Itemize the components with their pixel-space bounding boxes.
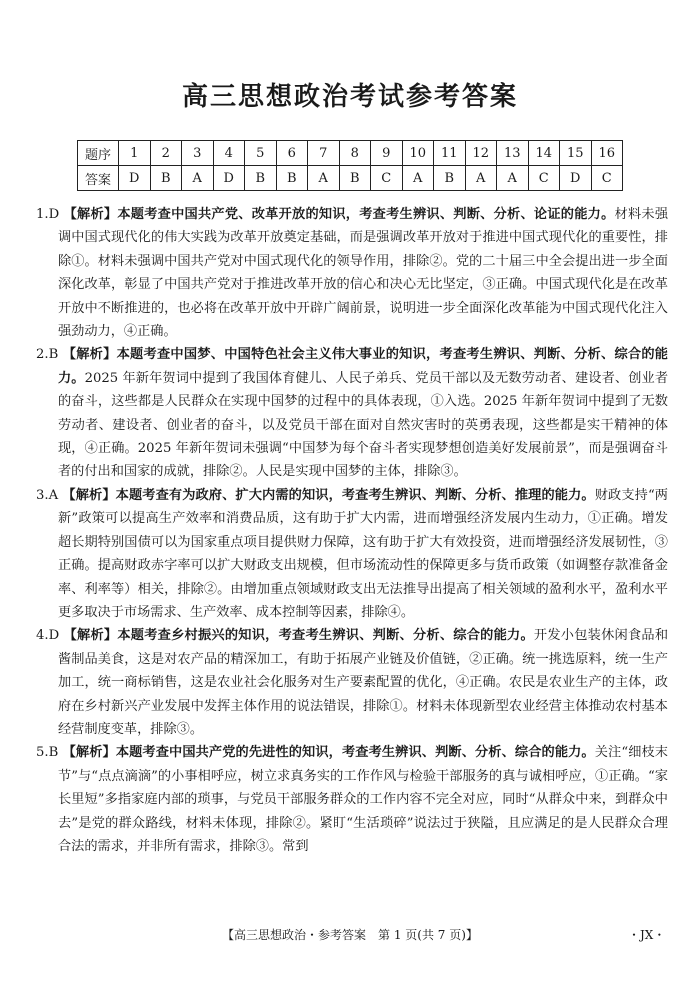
question-number-cell: 11 [434,141,466,166]
answer-cell: A [402,166,434,191]
item-number: 3.A [36,487,59,503]
item-body: 材料未强调中国式现代化的伟大实践为改革开放奠定基础，而是强调改革开放对于推进中国式现代化的重要性，排除①。材料未强调中国共产党对中国式现代化的领导作用，排除②。党的二十届三中全会提出进一步全面深化改革，彰显了中国共产党对于推进改革开放的信心和决心无比坚定，③正确。中国式现代化是在改革开放中不断推进的，也必将在改革开放中开辟广阔前景，说明进一步全面深化改革能为中国式现代化注入强劲动力，④正确。 [58,207,669,340]
question-number-cell: 9 [371,141,403,166]
answer-cell: D [560,166,592,191]
analysis-tag: 【解析】 [63,628,118,644]
question-number-cell: 8 [339,141,371,166]
answer-row [78,166,623,191]
item-number: 5.B [36,745,59,761]
item-body: 开发小包装休闲食品和酱制品美食，这是对农产品的精深加工，有助于拓展产业链及价值链，②正确。统一挑选原料，统一生产加工，统一商标销售，这是农业社会化服务对生产要素配置的优化，④正确。农民是农业生产的主体，政府在乡村新兴产业发展中发挥主体作用的说法错误，排除①。材料未体现新型农业经营主体推动农村基本经营制度变革，排除③。 [58,628,669,737]
question-number-cell: 12 [465,141,497,166]
analysis-tag: 【解析】 [62,347,117,363]
question-number-cell: 6 [276,141,308,166]
answer-cell: C [591,166,623,191]
item-number: 4.D [36,628,60,644]
question-number-cell: 13 [497,141,529,166]
question-number-cell: 16 [591,141,623,166]
analysis-tag: 【解析】 [62,745,116,761]
question-number-cell: 1 [119,141,151,166]
item-lead: 本题考查中国共产党的先进性的知识，考查考生辨识、判断、分析、综合的能力。 [115,745,595,761]
item-lead: 本题考查中国共产党、改革开放的知识，考查考生辨识、判断、分析、论证的能力。 [117,207,615,222]
answer-cell: B [150,166,182,191]
question-number-cell: 3 [182,141,214,166]
item-number: 2.B [36,347,59,363]
answer-cell: B [434,166,466,191]
item-body: 关注“细枝末节”与“点点滴滴”的小事相呼应，树立求真务实的工作作风与检验干部服务的真与诚相呼应，①正确。“家长里短”多指家庭内部的琐事，与党员干部服务群众的工作内容不完全对应，同时“从群众中来，到群众中去”是党的群众路线，材料未体现，排除②。紧盯“生活琐碎”说法过于狭隘，且应满足的是人民群众合理合法的需求，并非所有需求，排除③。常到 [58,745,668,854]
answer-cell: B [339,166,371,191]
item-lead: 本题考查乡村振兴的知识，考查考生辨识、判断、分析、综合的能力。 [117,628,534,644]
item-lead: 本题考查中国梦、中国特色社会主义伟大事业的知识，考查考生辨识、判断、分析、综合的能力。 [58,347,668,386]
question-number-row [78,141,623,166]
question-number-cell: 14 [528,141,560,166]
explanation-item-1 [36,203,668,343]
row-label-question: 题序 [78,141,119,166]
item-body: 2025 年新年贺词中提到了我国体育健儿、人民子弟兵、党员干部以及无数劳动者、建设者、创业者的奋斗，这些都是人民群众在实现中国梦的过程中的具体表现，①入选。2025 年新年贺词中提到了无数劳动者、建设者、创业者的奋斗，以及党员干部在面对自然灾害时的英勇表现，这些都是实干精神的体现，④正确。2025 年新年贺词未强调“中国梦为每个奋斗者实现梦想创造美好发展前景”，而是强调奋斗者的付出和国家的成就，排除②。人民是实现中国梦的主体，排除③。 [58,370,669,480]
item-number: 1.D [36,207,60,222]
question-number-cell: 2 [150,141,182,166]
question-number-cell: 4 [213,141,245,166]
answer-cell: C [371,166,403,191]
analysis-tag: 【解析】 [63,207,118,222]
item-lead: 本题考查有为政府、扩大内需的知识，考查考生辨识、判断、分析、推理的能力。 [115,487,595,503]
answer-cell: C [528,166,560,191]
explanation-item-4 [36,624,668,741]
page-title: 高三思想政治考试参考答案 [181,82,518,112]
answer-cell: A [308,166,340,191]
item-body: 财政支持“两新”政策可以提高生产效率和消费品质，这有助于扩大内需，进而增强经济发展内生动力，①正确。增发超长期特别国债可以为国家重点项目提供财力保障，这有助于扩大有效投资，进而增强经济发展韧性，③正确。提高财政赤字率可以扩大财政支出规模，但市场流动性的保障更多与货币政策（如调整存款准备金率、利率等）相关，排除②。由增加重点领域财政支出无法推导出提高了相关领域的盈利水平，盈利水平更多取决于市场需求、生产效率、成本控制等因素，排除④。 [58,487,668,620]
answer-cell: B [276,166,308,191]
question-number-cell: 10 [402,141,434,166]
analysis-tag: 【解析】 [62,487,116,503]
explanation-item-2 [36,343,668,483]
answer-table [77,140,623,191]
answer-cell: B [245,166,277,191]
answer-cell: D [119,166,151,191]
answer-cell: A [497,166,529,191]
answer-cell: A [465,166,497,191]
question-number-cell: 7 [308,141,340,166]
question-number-cell: 15 [560,141,592,166]
row-label-answer: 答案 [78,166,119,191]
footer-code: ・JX・ [628,928,666,942]
question-number-cell: 5 [245,141,277,166]
answer-cell: A [182,166,214,191]
explanation-item-3 [36,484,668,624]
answer-cell: D [213,166,245,191]
explanation-item-5 [36,741,668,858]
page-footer: 【高三思想政治・参考答案 第 1 页(共 7 页)】 [222,928,478,942]
explanation-list [36,203,668,858]
